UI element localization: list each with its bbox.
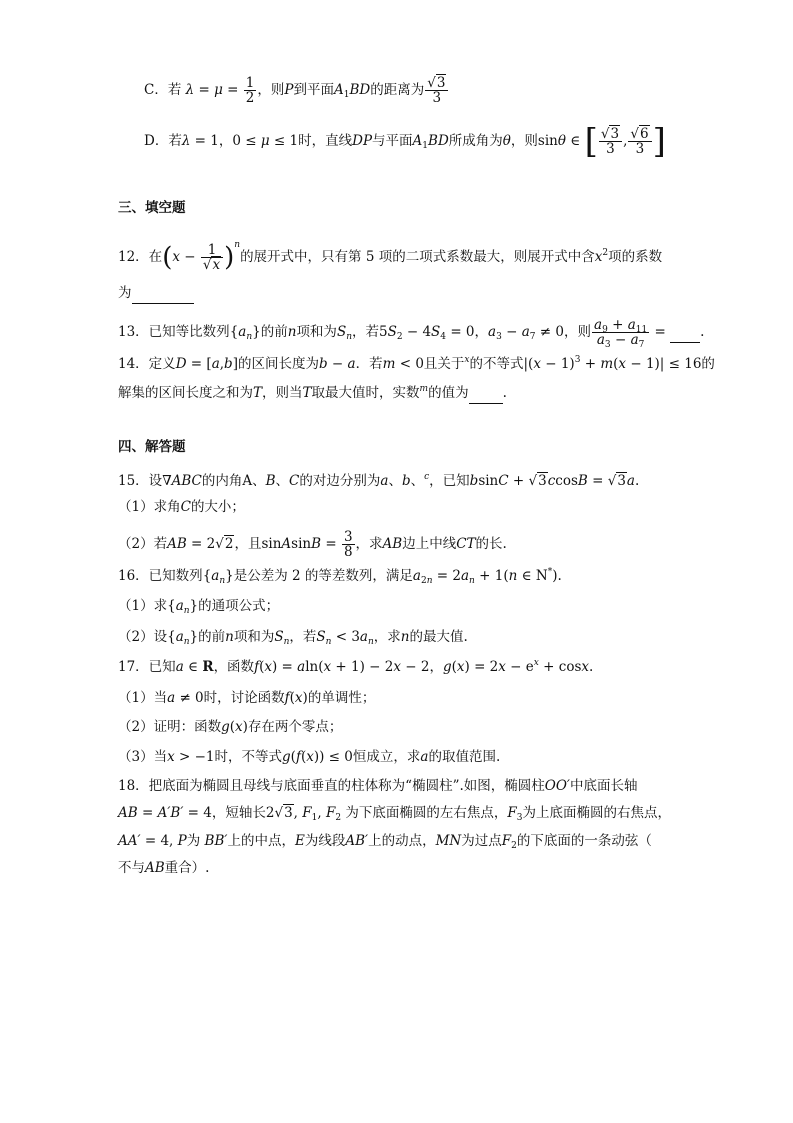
option-d-text-5: ，则: [510, 133, 538, 149]
q13-text-2: 项和为: [296, 324, 337, 340]
q12-answer-prefix: 为: [118, 285, 132, 301]
section-4-title: 四、解答题: [118, 439, 186, 455]
q15-text-4: 、: [388, 473, 402, 489]
question-13: 13．已知等比数列$\{a_n\}$的前n项和为$S_n$，若$5S_2 - 4S_4 = 0$，$a_3 - a_7 \ne 0$，则 $\frac{a_9 + a_{11}}{a_3 - a_7}$ = .: [118, 317, 705, 350]
q17-sub-3: （3）当x > −1时，不等式g(f(x)) ≤ 0恒成立，求a的取值范围.: [118, 749, 501, 765]
question-18: 18．把底面为椭圆且母线与底面垂直的柱体称为“椭圆柱”.如图，椭圆柱OO′中底面长轴: [118, 778, 638, 794]
question-14: 14．定义D = [a,b]的区间长度为b − a．若m < 0且关于$^x$的不等式$|(x - 1)^3 + m(x - 1)| \le 16$的: [118, 355, 715, 372]
q15-text-1: 的内角A、: [201, 473, 266, 489]
q14-text-9: 的值为: [428, 385, 469, 401]
q12-line-2: [118, 283, 194, 304]
q16-sub1-text-1: （1）求: [118, 598, 168, 614]
q15-sub1-text-1: （1）求角: [118, 499, 181, 515]
q13-number: 13．已知等比数列: [118, 324, 230, 340]
q17-sub1-text-3: 的单调性；: [307, 690, 376, 706]
q15-sub2-text-3: ，求: [355, 536, 383, 552]
q13-text-1: 的前: [260, 324, 288, 340]
q16-sub2-text-6: 的最大值.: [409, 629, 468, 645]
q18-text-5: 为: [186, 833, 201, 849]
q14-text-8: 取最大值时，实数: [311, 385, 420, 401]
q18-line-2: AB = A′B′ = 4，短轴长2√3, $F_1$, $F_2$ 为下底面椭圆的左右焦点，$F_3$为上底面椭圆的右焦点，: [118, 805, 671, 823]
q14-number: 14．定义: [118, 356, 176, 372]
q18-number: 18．把底面为椭圆且母线与底面垂直的柱体称为“椭圆柱”.如图，椭圆柱: [118, 778, 545, 794]
q14-text-1: 的区间长度为: [237, 356, 319, 372]
option-d-text-2: 时，直线: [298, 133, 353, 149]
q14-line-2: 解集的区间长度之和为T，则当T取最大值时，实数$^m$的值为 .: [118, 383, 507, 404]
option-d: D．若λ = 1，0 ≤ μ ≤ 1时，直线DP与平面$A_1BD$所成角为θ，则sinθ ∈ [ $\frac{√3}{3}$ , $\frac{√6}{3}$ ]: [144, 121, 666, 162]
q16-number: 16．已知数列: [118, 568, 203, 584]
q17-sub3-text-4: 的取值范围.: [428, 749, 501, 765]
option-d-label: D．若: [144, 133, 182, 149]
q15-sub2-text-5: 的长.: [475, 536, 507, 552]
option-c-text-3: 的距离为: [370, 82, 425, 98]
option-d-text-1: ，: [218, 133, 233, 149]
q17-sub3-text-2: 时，不等式: [214, 749, 283, 765]
q18-line-3: AA′ = 4, P为 BB′上的中点，E为线段AB′上的动点，MN为过点$F_2$的下底面的一条动弦（: [118, 833, 652, 851]
q15-sub1-text-2: 的大小；: [190, 499, 245, 515]
q16-sub2-text-5: ，求: [373, 629, 401, 645]
question-16: 16．已知数列$\{a_n\}$是公差为 2 的等差数列，满足$a_{2n} = 2a_n + 1(n$ ∈ N*).: [118, 567, 562, 586]
question-17: 17．已知a ∈ R，函数f(x) = aln(x + 1) − 2x − 2，$g(x) = 2x - e^x + \cos x$.: [118, 658, 594, 675]
q18-text-3: 为下底面椭圆的左右焦点，: [345, 805, 508, 821]
q18-line-4: 不与AB重合）.: [118, 860, 210, 876]
option-d-text-3: 与平面: [372, 133, 413, 149]
q12-answer-blank[interactable]: [132, 283, 194, 304]
q17-sub2-text-1: （2）证明：函数: [118, 719, 222, 735]
q14-text-6: 解集的区间长度之和为: [118, 385, 253, 401]
q17-sub2-text-2: 存在两个零点；: [247, 719, 343, 735]
q16-sub2-text-1: （2）设: [118, 629, 168, 645]
q16-sub-1: （1）求$\{a_n\}$的通项公式；: [118, 598, 280, 616]
q18-text-9: 为过点: [461, 833, 502, 849]
q18-text-1: 中底面长轴: [569, 778, 638, 794]
option-c: C．若 λ = μ = $\frac{1}{2}$ ，则P到平面$A_1BD$的距离为 $\frac{√3}{3}$: [144, 76, 449, 105]
q17-sub3-text-1: （3）当: [118, 749, 168, 765]
option-c-text-1: ，则: [257, 82, 285, 98]
q18-text-12: 重合）.: [164, 860, 210, 876]
q17-number: 17．已知: [118, 659, 176, 675]
q15-text-3: 的对边分别为: [299, 473, 381, 489]
q15-sub-1: （1）求角C的大小；: [118, 499, 245, 515]
q15-text-5: 、: [410, 473, 425, 489]
q14-text-7: ，则当: [262, 385, 303, 401]
q12-number: 12．在: [118, 249, 163, 265]
q15-text-2: 、: [275, 473, 290, 489]
q14-text-2: ．若: [355, 356, 383, 372]
q16-text-1: 是公差为 2 的等差数列，满足: [233, 568, 413, 584]
q12-text-1: 的展开式中，只有第 5 项的二项式系数最大，则展开式中含: [240, 249, 595, 265]
q15-sub-2: （2）若AB = 2√2，且sinAsinB = $\frac{3}{8}$ ，求AB边上中线CT的长.: [118, 529, 507, 560]
q17-sub1-text-2: 时，讨论函数: [203, 690, 285, 706]
option-d-text-4: 所成角为: [448, 133, 503, 149]
q16-sub2-text-4: ，若: [289, 629, 317, 645]
q16-sub-2: （2）设$\{a_n\}$的前n项和为$S_n$，若$S_n < 3a_n$，求n的最大值.: [118, 629, 468, 647]
question-15: 15．设∇ABC的内角A、B、C的对边分别为a、b、$^c$，已知bsinC + √3ccosB = √3a.: [118, 472, 640, 489]
q17-sub-2: （2）证明：函数g(x)存在两个零点；: [118, 719, 343, 735]
q18-text-11: 不与: [118, 860, 145, 876]
option-c-label: C．若: [144, 82, 182, 98]
q18-text-4: 为上底面椭圆的右焦点，: [522, 805, 671, 821]
q14-text-5: 的: [701, 356, 715, 372]
question-12: 12．在(x − $\frac{1}{√x}$ )$^n$的展开式中，只有第 5 项的二项式系数最大，则展开式中含$x^2$项的系数: [118, 240, 663, 273]
q17-sub-1: （1）当a ≠ 0时，讨论函数f(x)的单调性；: [118, 690, 376, 706]
q13-answer-blank[interactable]: [670, 322, 700, 343]
q16-sub2-text-2: 的前: [198, 629, 226, 645]
q17-sub1-text-1: （1）当: [118, 690, 168, 706]
q13-text-4: ，: [474, 324, 489, 340]
q18-text-10: 的下底面的一条动弦（: [516, 833, 652, 849]
q18-text-7: 为线段: [304, 833, 346, 849]
section-3-title: 三、填空题: [118, 200, 186, 216]
q17-sub3-text-3: 恒成立，求: [352, 749, 421, 765]
q15-number: 15．设: [118, 473, 163, 489]
q16-sub2-text-3: 项和为: [233, 629, 275, 645]
q15-sub2-text-2: ，且: [234, 536, 262, 552]
q14-text-4: 的不等式: [469, 356, 524, 372]
q16-sub1-text-2: 的通项公式；: [198, 598, 280, 614]
q17-text-2: ，: [429, 659, 443, 675]
option-c-text-2: 到平面: [293, 82, 334, 98]
q18-text-2: ，短轴长: [211, 805, 266, 821]
q13-text-5: ，则: [564, 324, 591, 340]
q15-sub2-text-4: 边上中线: [402, 536, 457, 552]
q18-text-6: 上的中点，: [227, 833, 295, 849]
q15-sub2-text-1: （2）若: [118, 536, 168, 552]
q18-text-8: 上的动点，: [368, 833, 436, 849]
q14-text-3: 且关于: [423, 356, 465, 372]
q17-text-1: ，函数: [213, 659, 255, 675]
q14-answer-blank[interactable]: [469, 383, 503, 404]
q15-text-6: ，已知: [429, 473, 470, 489]
q13-text-3: ，若: [351, 324, 379, 340]
q12-text-2: 项的系数: [608, 249, 663, 265]
